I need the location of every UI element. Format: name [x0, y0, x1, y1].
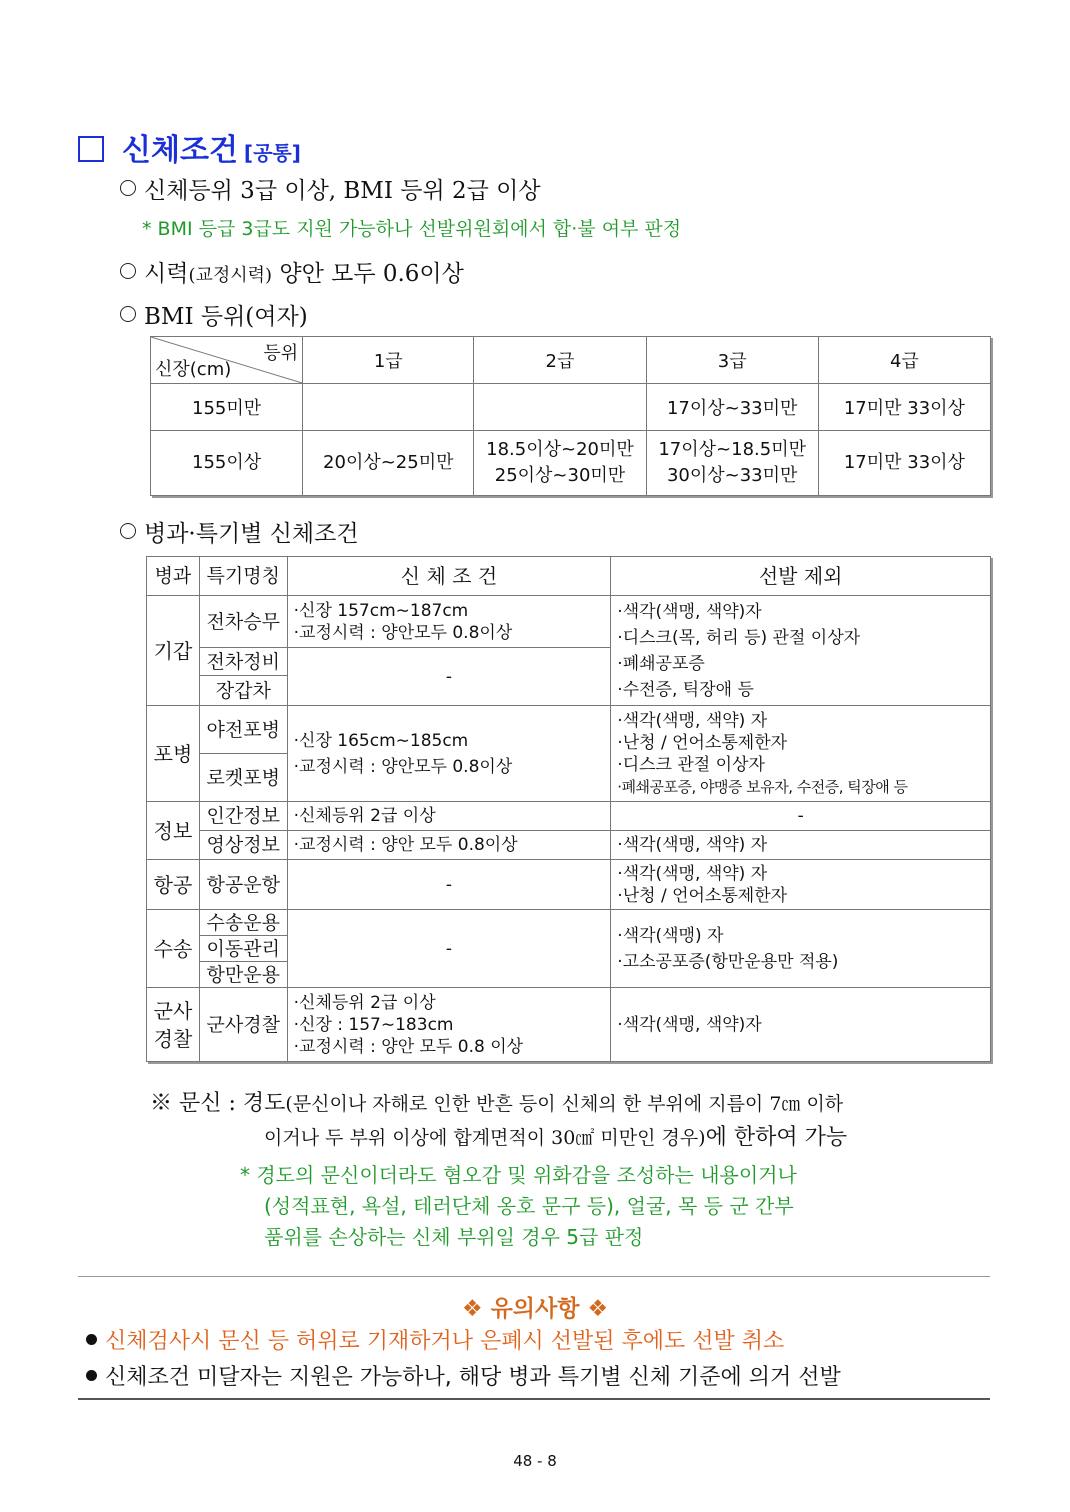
spec-cell: 수송운용 — [199, 910, 287, 936]
notice-item: 신체조건 미달자는 지원은 가능하나, 해당 병과 특기별 신체 기준에 의거 선발 — [86, 1360, 841, 1391]
bmi-header: 4급 — [818, 337, 990, 384]
tattoo-green-note: * 경도의 문신이더라도 혐오감 및 위화감을 조성하는 내용이거나 (성적표현, 욕설, 테러단체 옹호 문구 등), 얼굴, 목 등 군 간부 품위를 손상하는 신체 부위일 경우 5급 판정 — [240, 1163, 797, 1249]
bullet-branch-conditions: 병과·특기별 신체조건 — [120, 515, 359, 548]
condition-cell: - — [287, 910, 611, 988]
circle-bullet-icon — [120, 180, 136, 196]
bmi-cell — [303, 384, 474, 431]
spec-cell: 인간정보 — [199, 802, 287, 831]
condition-cell: ·신장 157cm∼187cm ·교정시력 : 양안모두 0.8이상 — [287, 596, 611, 648]
cond-header: 신 체 조 건 — [287, 557, 611, 596]
notice-bottom-rule — [78, 1398, 990, 1400]
bmi-corner-height: 신장(cm) — [155, 359, 232, 380]
bullet-eyesight: 시력(교정시력) 양안 모두 0.6이상 — [120, 255, 464, 288]
bmi-cell: 20이상~25미만 — [303, 431, 474, 496]
spec-cell: 장갑차 — [199, 676, 287, 706]
dot-bullet-icon — [86, 1334, 97, 1345]
bullet-body-grade: 신체등위 3급 이상, BMI 등위 2급 이상 — [120, 172, 541, 205]
cond-header: 선발 제외 — [611, 557, 991, 596]
bmi-cell: 17미만 33이상 — [818, 431, 990, 496]
condition-cell: ·신장 165cm∼185cm ·교정시력 : 양안모두 0.8이상 — [287, 706, 611, 802]
exclusion-cell: ·색각(색맹) 자 ·고소공포증(항만운용만 적용) — [611, 910, 991, 988]
branch-cell: 항공 — [147, 860, 200, 910]
bmi-note: * BMI 등급 3급도 지원 가능하나 선발위원회에서 합·불 여부 판정 — [142, 218, 682, 240]
bmi-row-label: 155미만 — [151, 384, 303, 431]
branch-cell: 기갑 — [147, 596, 200, 706]
condition-cell: ·신체등위 2급 이상 ·신장 : 157∼183cm ·교정시력 : 양안 모두 0.8 이상 — [287, 988, 611, 1062]
condition-cell: - — [287, 860, 611, 910]
bmi-cell — [474, 384, 646, 431]
bmi-header: 3급 — [646, 337, 818, 384]
exclusion-cell: ·색각(색맹, 색약)자 — [611, 988, 991, 1062]
exclusion-cell: - — [611, 802, 991, 831]
bmi-corner-grade: 등위 — [263, 343, 299, 364]
bmi-corner-cell — [151, 337, 303, 384]
cond-header: 병과 — [147, 557, 200, 596]
spec-cell: 이동관리 — [199, 936, 287, 962]
branch-cell: 정보 — [147, 802, 200, 860]
spec-cell: 군사경찰 — [199, 988, 287, 1062]
spec-cell: 로켓포병 — [199, 754, 287, 802]
exclusion-cell: ·색각(색맹, 색약) 자 ·난청 / 언어소통제한자 ·디스크 관절 이상자 ·폐쇄공포증, 야맹증 보유자, 수전증, 틱장애 등 — [611, 706, 991, 802]
branch-cell: 수송 — [147, 910, 200, 988]
circle-bullet-icon — [120, 306, 136, 322]
branch-cell: 군사 경찰 — [147, 988, 200, 1062]
dot-bullet-icon — [86, 1370, 97, 1381]
cond-header: 특기명칭 — [199, 557, 287, 596]
exclusion-cell: ·색각(색맹, 색약) 자 ·난청 / 언어소통제한자 — [611, 860, 991, 910]
spec-cell: 영상정보 — [199, 831, 287, 860]
bmi-cell: 18.5이상~20미만 25이상~30미만 — [474, 431, 646, 496]
spec-cell: 전차정비 — [199, 648, 287, 676]
spec-cell: 야전포병 — [199, 706, 287, 754]
bmi-cell: 17이상~18.5미만 30이상~33미만 — [646, 431, 818, 496]
branch-conditions-table — [146, 556, 991, 1062]
condition-cell: ·교정시력 : 양안 모두 0.8이상 — [287, 831, 611, 860]
spec-cell: 항공운항 — [199, 860, 287, 910]
bmi-cell: 17이상~33미만 — [646, 384, 818, 431]
condition-cell: ·신체등위 2급 이상 — [287, 802, 611, 831]
condition-cell: - — [287, 648, 611, 706]
bmi-table — [150, 336, 991, 496]
tattoo-footnote: ※ 문신 : 경도(문신이나 자해로 인한 반흔 등이 신체의 한 부위에 지름이 7㎝ 이하 — [150, 1091, 844, 1116]
bmi-cell: 17미만 33이상 — [818, 384, 990, 431]
notice-top-rule — [78, 1276, 990, 1277]
checkbox-square-icon — [78, 136, 104, 162]
circle-bullet-icon — [120, 523, 136, 539]
section-title: 신체조건 [공통] — [78, 125, 301, 169]
bmi-row-label: 155이상 — [151, 431, 303, 496]
tattoo-footnote-line2: 이거나 두 부위 이상에 합계면적이 30㎠ 미만인 경우)에 한하여 가능 — [264, 1125, 848, 1150]
page-number: 48 - 8 — [513, 1452, 557, 1470]
exclusion-cell: ·색각(색맹, 색약)자 ·디스크(목, 허리 등) 관절 이상자 ·폐쇄공포증 ·수전증, 틱장애 등 — [611, 596, 991, 706]
notice-title: ❖ 유의사항 ❖ — [461, 1296, 609, 1322]
exclusion-cell: ·색각(색맹, 색약) 자 — [611, 831, 991, 860]
bullet-bmi-grade: BMI 등위(여자) — [120, 298, 308, 331]
bmi-header: 1급 — [303, 337, 474, 384]
circle-bullet-icon — [120, 263, 136, 279]
notice-item: 신체검사시 문신 등 허위로 기재하거나 은폐시 선발된 후에도 선발 취소 — [86, 1324, 784, 1355]
spec-cell: 전차승무 — [199, 596, 287, 648]
bmi-header: 2급 — [474, 337, 646, 384]
spec-cell: 항만운용 — [199, 962, 287, 988]
branch-cell: 포병 — [147, 706, 200, 802]
